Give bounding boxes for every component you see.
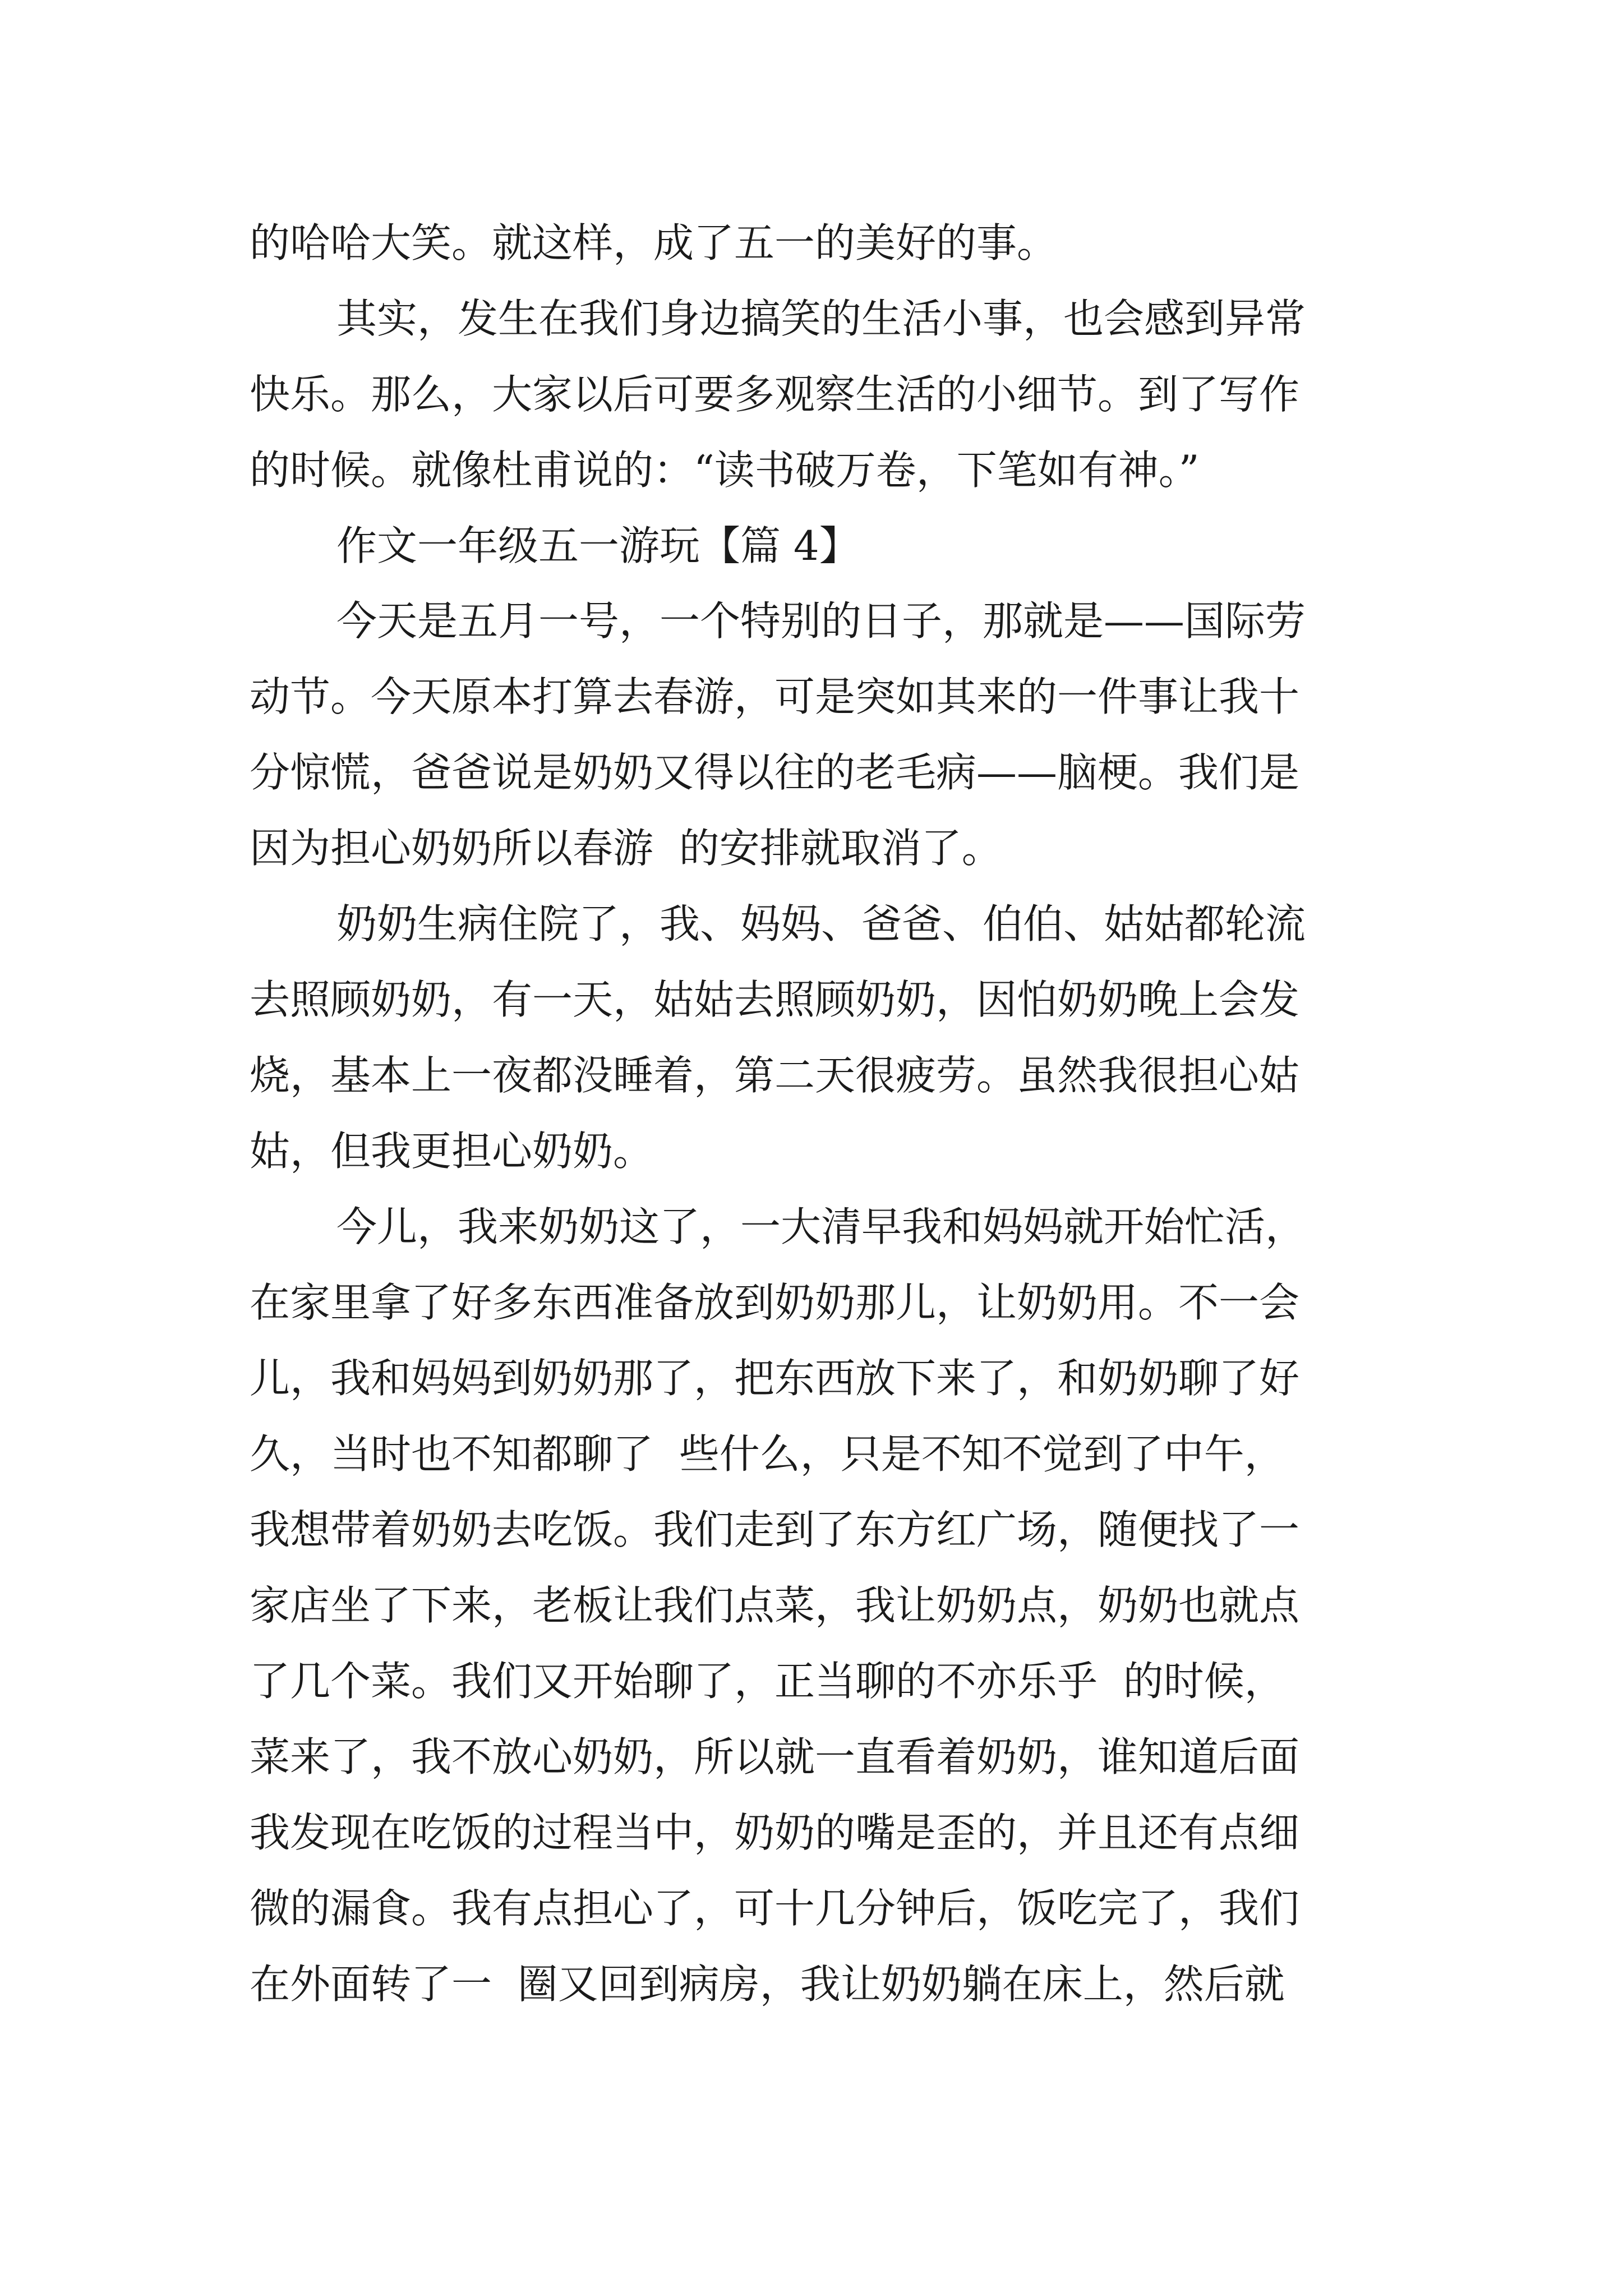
text-line-22: 我发现在吃饭的过程当中，奶奶的嘴是歪的，并且还有点细: [250, 1809, 1300, 1856]
section-heading: 作文一年级五一游玩【篇 4】: [336, 522, 860, 569]
text-line-12: 烧，基本上一夜都没睡着，第二天很疲劳。虽然我很担心姑: [250, 1052, 1300, 1099]
text-line-16: 儿，我和妈妈到奶奶那了，把东西放下来了，和奶奶聊了好: [250, 1355, 1300, 1402]
text-line-7: 动节。今天原本打算去春游，可是突如其来的一件事让我十: [250, 673, 1300, 720]
text-line-18: 我想带着奶奶去吃饭。我们走到了东方红广场，随便找了一: [250, 1506, 1300, 1553]
text-line-14: 今儿，我来奶奶这了，一大清早我和妈妈就开始忙活，: [336, 1203, 1306, 1250]
text-line-10: 奶奶生病住院了，我、妈妈、爸爸、伯伯、姑姑都轮流: [336, 900, 1306, 947]
text-line-19: 家店坐了下来，老板让我们点菜，我让奶奶点，奶奶也就点: [250, 1582, 1300, 1629]
text-line-23: 微的漏食。我有点担心了，可十几分钟后，饭吃完了，我们: [250, 1885, 1300, 1932]
text-line-8: 分惊慌，爸爸说是奶奶又得以往的老毛病——脑梗。我们是: [250, 749, 1300, 796]
text-line-24: 在外面转了一 圈又回到病房，我让奶奶躺在床上，然后就: [250, 1961, 1285, 2008]
text-line-21: 菜来了，我不放心奶奶，所以就一直看着奶奶，谁知道后面: [250, 1733, 1300, 1780]
text-line-9: 因为担心奶奶所以春游 的安排就取消了。: [250, 825, 1002, 872]
text-line-6: 今天是五月一号，一个特别的日子，那就是——国际劳: [336, 597, 1306, 645]
text-line-1: 的哈哈大笑。就这样，成了五一的美好的事。: [250, 219, 1058, 266]
text-line-2: 其实，发生在我们身边搞笑的生活小事，也会感到异常: [336, 295, 1306, 342]
text-line-20: 了几个菜。我们又开始聊了，正当聊的不亦乐乎 的时候，: [250, 1658, 1285, 1705]
text-line-11: 去照顾奶奶，有一天，姑姑去照顾奶奶，因怕奶奶晚上会发: [250, 976, 1300, 1023]
text-line-13: 姑，但我更担心奶奶。: [250, 1128, 654, 1175]
text-line-3: 快乐。那么，大家以后可要多观察生活的小细节。到了写作: [250, 371, 1300, 418]
text-line-4: 的时候。就像杜甫说的：“读书破万卷，下笔如有神。”: [250, 447, 1200, 494]
text-line-15: 在家里拿了好多东西准备放到奶奶那儿，让奶奶用。不一会: [250, 1279, 1300, 1326]
text-line-17: 久，当时也不知都聊了 些什么，只是不知不觉到了中午，: [250, 1430, 1285, 1478]
